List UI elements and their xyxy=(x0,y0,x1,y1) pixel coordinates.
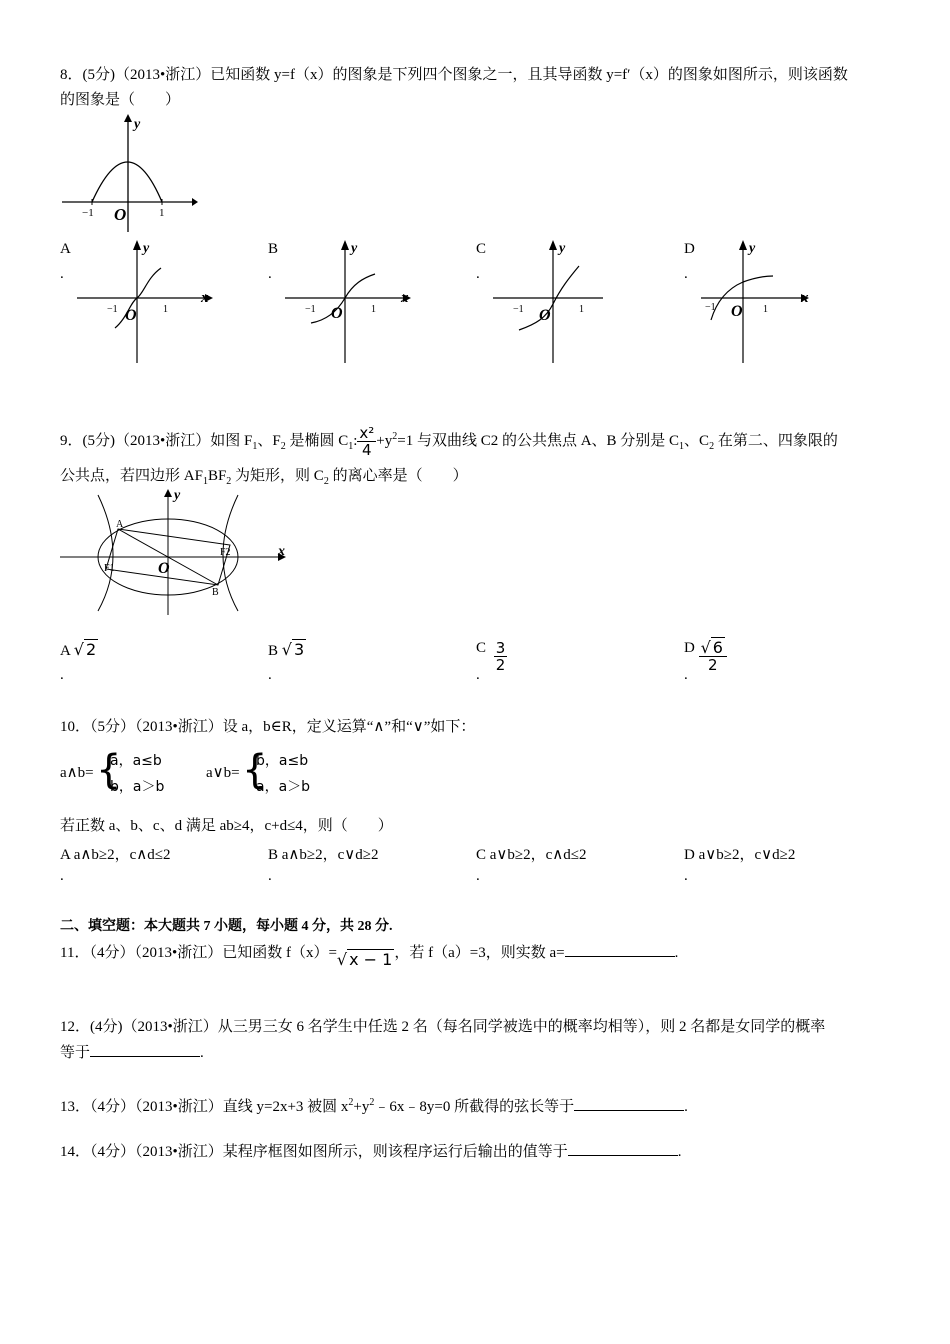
q9-option-b-rad: 3 xyxy=(293,640,305,659)
q9-l2-c: 为矩形，则 C xyxy=(231,468,324,484)
q10-def-and-top: a，a≤b xyxy=(110,753,162,769)
q9-line1 xyxy=(60,424,838,460)
q9-label-a: A xyxy=(116,519,124,530)
q8-option-b-label[interactable]: B xyxy=(268,241,279,257)
q10-line2: 若正数 a、b、c、d 满足 ab≥4，c+d≤4，则（ ） xyxy=(60,818,393,834)
q8c-tick-pos: 1 xyxy=(579,304,584,315)
q8a-origin: O xyxy=(125,307,137,324)
q10-option-c-dot: . xyxy=(476,868,480,884)
q10-option-a-dot: . xyxy=(60,868,64,884)
q8-option-a-dot: . xyxy=(60,266,64,282)
q8d-tick-pos: 1 xyxy=(763,304,768,315)
q9-option-a-letter: A xyxy=(60,643,71,659)
q12-end: . xyxy=(200,1045,204,1061)
q9-label-f1: F1 xyxy=(104,563,115,574)
q11-post: ，若 f（a）=3，则实数 a= xyxy=(394,945,565,961)
q9-sup2: 2 xyxy=(392,431,398,442)
q9-l2-s3: 2 xyxy=(323,476,329,487)
q11-rad: x − 1 xyxy=(349,950,393,969)
q9-option-c-dot: . xyxy=(476,667,480,683)
q9-axis-x: x xyxy=(278,544,285,559)
q9-option-b-sqrt: √ 3 xyxy=(281,640,305,659)
q8-line1: 8．(5分)（2013•浙江）已知函数 y=f（x）的图象是下列四个图象之一，且其导函数 y=f′（x）的图象如图所示，则该函数 xyxy=(60,67,848,83)
q12-answer-blank[interactable] xyxy=(90,1042,200,1057)
q9-ellipse-hyperbola-figure xyxy=(60,487,290,617)
q9-option-d-dot: . xyxy=(684,667,688,683)
q9-option-c-letter: C xyxy=(476,640,487,656)
q9-l2-a: 公共点，若四边形 AF xyxy=(60,468,203,484)
q9-plus-y: +y xyxy=(376,433,393,449)
q10-line1: 10．（5分）（2013•浙江）设 a，b∈R，定义运算“∧”和“∨”如下： xyxy=(60,719,476,735)
q9-option-a-sqrt: √ 2 xyxy=(73,640,97,659)
q10-def-and xyxy=(60,747,200,800)
q9-option-d-letter: D xyxy=(684,640,695,656)
q14-answer-blank[interactable] xyxy=(568,1141,678,1156)
q8-origin: O xyxy=(114,205,127,224)
q8-tick-pos: 1 xyxy=(159,207,165,219)
q12-line2-text: 等于 xyxy=(60,1045,91,1061)
q10-option-d[interactable]: D a∨b≥2，c∨d≥2 xyxy=(684,847,796,863)
q8-option-d-graph[interactable] xyxy=(699,238,844,368)
q10-def-and-brace: { xyxy=(96,747,122,793)
q9-option-c-frac xyxy=(494,640,508,673)
q11-pre: 11．（4分）（2013•浙江）已知函数 f（x）= xyxy=(60,945,337,961)
q9-text-d: =1 与双曲线 C2 的公共焦点 A、B 分别是 C xyxy=(397,433,680,449)
q13 xyxy=(60,1090,688,1120)
q9-text-f: 在第二、四象限的 xyxy=(714,433,838,449)
q10-option-b-dot: . xyxy=(268,868,272,884)
q8d-tick-neg: −1 xyxy=(705,302,716,313)
q8-tick-neg: −1 xyxy=(82,207,94,219)
q8-axis-y: y xyxy=(134,117,141,132)
q8b-origin: O xyxy=(331,305,343,322)
q10-def-or-lhs: a∨b= xyxy=(206,765,240,781)
q9-option-d-den: 2 xyxy=(708,656,718,674)
q9-option-b[interactable] xyxy=(268,640,306,660)
q13-end: . xyxy=(684,1099,688,1115)
q9-option-c-num: 3 xyxy=(495,639,506,657)
q9-colon: : xyxy=(353,433,358,449)
q10-option-d-dot: . xyxy=(684,868,688,884)
q14-end: . xyxy=(677,1144,682,1160)
q8c-axis-y: y xyxy=(559,241,566,256)
q9-axis-y: y xyxy=(174,488,181,503)
q9-option-d-sqrt: √ 6 xyxy=(700,638,723,657)
q8c-tick-neg: −1 xyxy=(513,304,524,315)
q13-sup2: 2 xyxy=(369,1097,375,1108)
q11 xyxy=(60,940,678,973)
q8-option-c-dot: . xyxy=(476,266,480,282)
q10-def-or-brace: { xyxy=(242,747,268,793)
q9-text-b: 、F xyxy=(257,433,281,449)
q10-def-or-top: b，a≤b xyxy=(256,753,309,769)
q9-option-d-num xyxy=(699,640,727,657)
q9-option-b-dot: . xyxy=(268,667,272,683)
q9-text-e: 、C xyxy=(684,433,710,449)
q9-option-a[interactable] xyxy=(60,640,98,660)
q9-sub4: 1 xyxy=(679,441,685,452)
q11-end: . xyxy=(674,945,679,961)
q9-text-c: 是椭圆 C xyxy=(285,433,349,449)
q9-option-d-rad: 6 xyxy=(712,638,723,657)
q9-label-f2: F2 xyxy=(220,547,231,558)
q11-sqrt: √ x − 1 xyxy=(336,950,393,969)
q9-option-b-letter: B xyxy=(268,643,279,659)
q8a-tick-pos: 1 xyxy=(163,304,168,315)
q10-def-or xyxy=(206,747,346,800)
q9-frac-num: x² xyxy=(359,424,375,443)
q8b-tick-pos: 1 xyxy=(371,304,376,315)
q9-option-c[interactable] xyxy=(476,640,507,673)
q8b-tick-neg: −1 xyxy=(305,304,316,315)
q11-answer-blank[interactable] xyxy=(565,942,675,957)
q9-option-a-dot: . xyxy=(60,667,64,683)
q8d-axis-x: x xyxy=(801,290,809,306)
q9-l2-s1: 1 xyxy=(202,476,208,487)
q10-option-a[interactable]: A a∧b≥2，c∧d≤2 xyxy=(60,847,171,863)
q8-option-c-label[interactable]: C xyxy=(476,241,487,257)
q9-origin: O xyxy=(158,560,170,577)
q9-sub2: 2 xyxy=(280,441,286,452)
q8a-axis-y: y xyxy=(143,241,150,256)
q13-mid: +y xyxy=(353,1099,370,1115)
q13-answer-blank[interactable] xyxy=(574,1096,684,1111)
q10-option-b[interactable]: B a∧b≥2，c∨d≥2 xyxy=(268,847,379,863)
q8-option-b-dot: . xyxy=(268,266,272,282)
q10-def-and-bot: b，a＞b xyxy=(110,779,165,795)
q9-sub5: 2 xyxy=(709,441,715,452)
q9-text-a: 9．(5分)（2013•浙江）如图 F xyxy=(60,433,253,449)
q9-l2-b: BF xyxy=(207,468,227,484)
q10-def-and-lhs: a∧b= xyxy=(60,765,94,781)
q8-option-d-label[interactable]: D xyxy=(684,241,695,257)
q9-l2-s2: 2 xyxy=(226,476,232,487)
q10-def-or-bot: a，a＞b xyxy=(256,779,311,795)
q9-sub3: 1 xyxy=(348,441,354,452)
q9-option-d[interactable] xyxy=(684,640,727,673)
q8d-axis-y: y xyxy=(749,241,756,256)
q14 xyxy=(60,1139,682,1165)
q8a-tick-neg: −1 xyxy=(107,304,118,315)
q9-fraction xyxy=(357,425,376,458)
q8b-axis-x: x xyxy=(401,290,409,306)
q14-pre: 14．（4分）（2013•浙江）某程序框图如图所示，则该程序运行后输出的值等于 xyxy=(60,1144,568,1160)
q9-option-a-rad: 2 xyxy=(85,640,97,659)
q8-option-c-graph[interactable] xyxy=(491,238,636,368)
q12-line1: 12．(4分)（2013•浙江）从三男三女 6 名学生中任选 2 名（每名同学被选中的概率均相等），则 2 名都是女同学的概率 xyxy=(60,1019,826,1035)
q8a-axis-x: x xyxy=(201,290,209,306)
q8b-axis-y: y xyxy=(351,241,358,256)
q12-line2 xyxy=(60,1040,204,1066)
q8-derivative-graph xyxy=(60,112,200,237)
q13-sup1: 2 xyxy=(348,1097,354,1108)
q9-label-b: B xyxy=(212,587,219,598)
q9-frac-den: 4 xyxy=(362,441,372,460)
q9-l2-d: 的离心率是（ ） xyxy=(328,468,468,484)
q9-sub1: 1 xyxy=(252,441,258,452)
section-2-heading: 二、填空题：本大题共 7 小题，每小题 4 分，共 28 分. xyxy=(60,919,393,934)
q8-option-a-label[interactable]: A xyxy=(60,241,71,257)
q8-line2: 的图象是（ ） xyxy=(60,92,181,108)
q9-option-d-frac xyxy=(699,640,727,673)
q8-option-d-dot: . xyxy=(684,266,688,282)
q8c-origin: O xyxy=(539,307,551,324)
q8-option-a-graph[interactable] xyxy=(75,238,220,368)
q13-post: ﹣6x﹣8y=0 所截得的弦长等于 xyxy=(374,1099,575,1115)
q9-option-c-den: 2 xyxy=(495,656,506,674)
q10-option-c[interactable]: C a∨b≥2，c∧d≤2 xyxy=(476,847,587,863)
q13-pre: 13．（4分）（2013•浙江）直线 y=2x+3 被圆 x xyxy=(60,1099,349,1115)
q8d-origin: O xyxy=(731,303,743,320)
q8-option-b-graph[interactable] xyxy=(283,238,428,368)
